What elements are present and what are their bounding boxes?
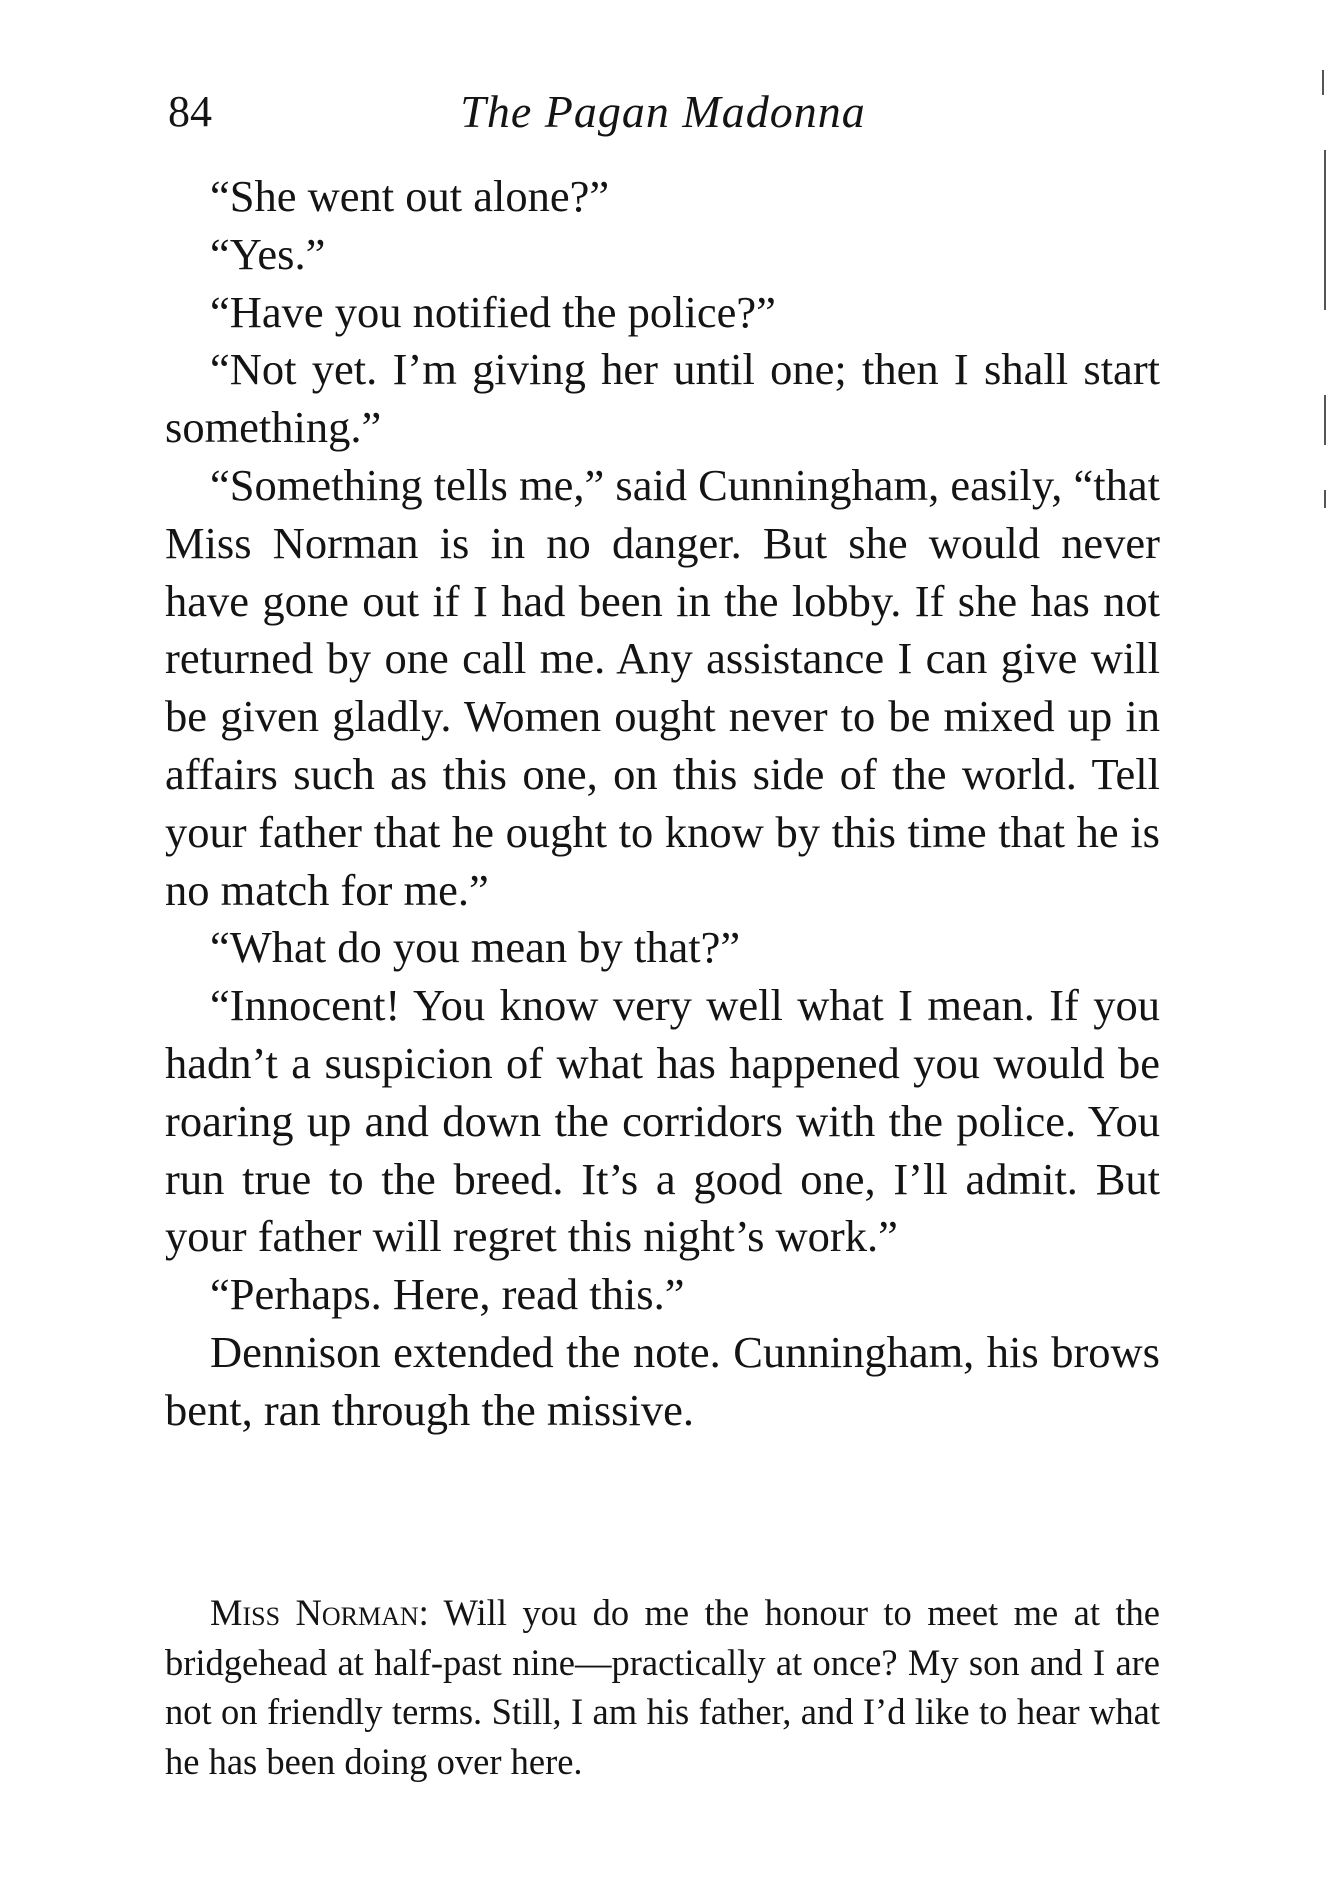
page-header bbox=[168, 82, 1158, 142]
paragraph: “Innocent! You know very well what I mean. If you hadn’t a suspicion of what has happened you would be roaring up and down the corridors with the police. You run true to the breed. It’s a good one, I’ll admit. But your father will regret this night’s work.” bbox=[165, 980, 1160, 1262]
paragraph: “Have you notified the police?” bbox=[210, 286, 776, 337]
scan-margin-mark bbox=[1324, 490, 1326, 508]
paragraph: “Something tells me,” said Cunningham, easily, “that Miss Norman is in no danger. But she would never have gone out if I had been in the lobby. If she has not returned by one call me. Any assistance I can give will be given gladly. Women ought never to be mixed up in affairs such as this one, on this side of the world. Tell your father that he ought to know by this time that he is no match for me.” bbox=[165, 459, 1160, 915]
paragraph: “Yes.” bbox=[210, 228, 326, 279]
paragraph: “Not yet. I’m giving her until one; then I shall start something.” bbox=[165, 344, 1160, 453]
running-title: The Pagan Madonna bbox=[460, 86, 866, 137]
paragraph: Dennison extended the note. Cunningham, his brows bent, ran through the missive. bbox=[165, 1326, 1160, 1435]
scan-margin-mark bbox=[1324, 395, 1326, 445]
letter-salutation: Miss Norman: bbox=[210, 1592, 429, 1633]
scan-margin-mark bbox=[1322, 70, 1324, 95]
paragraph: “She went out alone?” bbox=[210, 171, 610, 221]
page-number: 84 bbox=[168, 87, 212, 136]
letter-paragraph bbox=[165, 1588, 1160, 1786]
quoted-letter bbox=[165, 1588, 1160, 1786]
scan-margin-mark bbox=[1324, 150, 1326, 310]
letter-text: Will you do me the honour to meet me at the bridgehead at half-past nine—practically at once? My son and I are not on friendly terms. Still, I am his father, and I’d like to hear what he has been doing over here. bbox=[165, 1592, 1160, 1782]
paragraph: “Perhaps. Here, read this.” bbox=[210, 1269, 685, 1320]
body-text bbox=[165, 168, 1160, 1440]
paragraph: “What do you mean by that?” bbox=[210, 922, 741, 973]
